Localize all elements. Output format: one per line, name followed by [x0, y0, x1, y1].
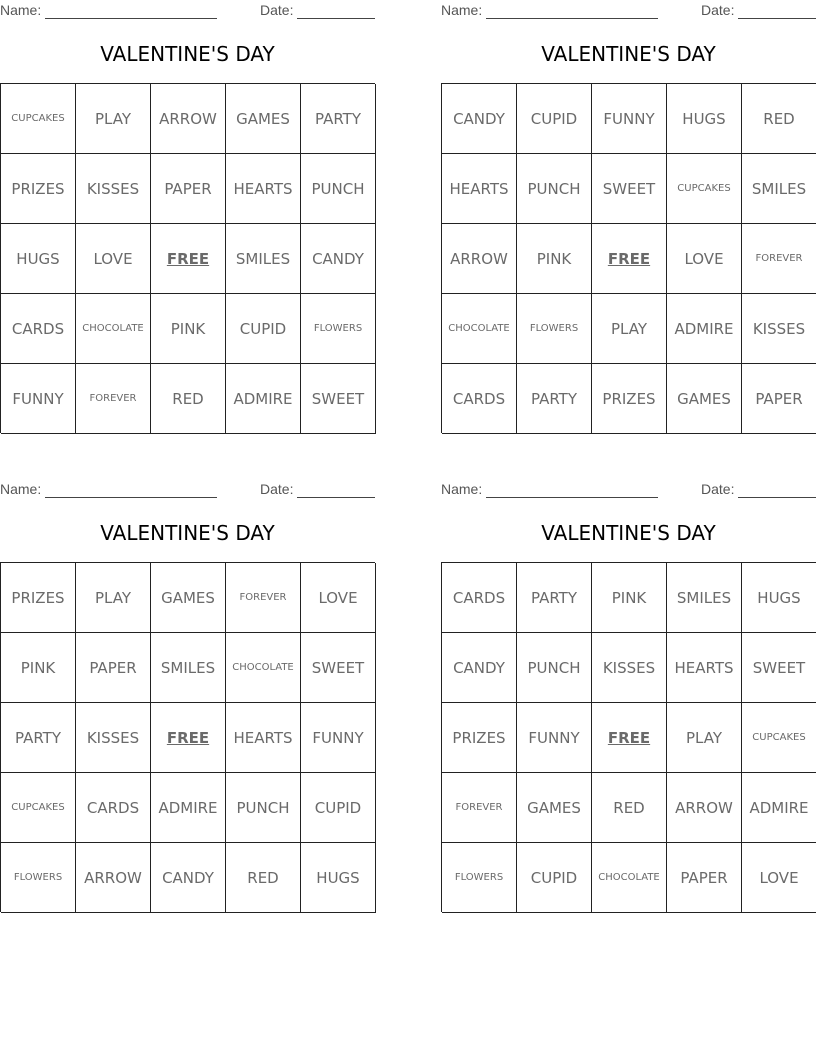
bingo-cell: CARDS [442, 364, 517, 434]
bingo-cell: FUNNY [1, 364, 76, 434]
bingo-cell: ARROW [667, 773, 742, 843]
bingo-cell: SMILES [226, 224, 301, 294]
bingo-cell: HEARTS [667, 633, 742, 703]
bingo-cell: PLAY [592, 294, 667, 364]
bingo-cell: PUNCH [517, 633, 592, 703]
bingo-cell: CANDY [301, 224, 376, 294]
bingo-cell: PUNCH [517, 154, 592, 224]
bingo-cell: KISSES [742, 294, 816, 364]
bingo-cell: PARTY [517, 563, 592, 633]
bingo-cell: PARTY [301, 84, 376, 154]
bingo-grid [441, 562, 816, 912]
bingo-cell: CUPID [517, 84, 592, 154]
name-label: Name: [441, 2, 483, 18]
bingo-cell: FUNNY [517, 703, 592, 773]
bingo-cell: PRIZES [442, 703, 517, 773]
card-title: VALENTINE'S DAY [541, 42, 716, 66]
bingo-cell: CUPID [301, 773, 376, 843]
bingo-cell: PINK [517, 224, 592, 294]
bingo-cell: FUNNY [301, 703, 376, 773]
bingo-cell: PAPER [742, 364, 816, 434]
bingo-cell: PINK [151, 294, 226, 364]
card-header [0, 2, 375, 22]
bingo-cell: SWEET [592, 154, 667, 224]
bingo-cell: CHOCOLATE [592, 843, 667, 913]
name-label: Name: [0, 481, 42, 497]
date-blank-line [738, 497, 816, 498]
bingo-cell: CARDS [76, 773, 151, 843]
bingo-cell: FLOWERS [301, 294, 376, 364]
bingo-cell: PARTY [517, 364, 592, 434]
bingo-cell: CUPCAKES [1, 773, 76, 843]
bingo-cell: FLOWERS [442, 843, 517, 913]
bingo-cell: PUNCH [301, 154, 376, 224]
bingo-cell: PAPER [667, 843, 742, 913]
bingo-cell: HUGS [1, 224, 76, 294]
bingo-cell: HEARTS [226, 154, 301, 224]
bingo-cell: CUPCAKES [667, 154, 742, 224]
bingo-cell: ADMIRE [667, 294, 742, 364]
bingo-cell: PUNCH [226, 773, 301, 843]
bingo-grid [0, 83, 375, 433]
bingo-cell: CHOCOLATE [76, 294, 151, 364]
date-label: Date: [260, 481, 294, 497]
bingo-cell: ARROW [442, 224, 517, 294]
bingo-cell: SMILES [742, 154, 816, 224]
bingo-cell: CANDY [151, 843, 226, 913]
bingo-grid [0, 562, 375, 912]
bingo-cell: GAMES [517, 773, 592, 843]
name-blank-line [486, 497, 658, 498]
free-space-cell: FREE [592, 224, 667, 294]
bingo-cell: PINK [1, 633, 76, 703]
bingo-cell: PLAY [76, 563, 151, 633]
bingo-cell: SMILES [667, 563, 742, 633]
bingo-grid [441, 83, 816, 433]
bingo-cell: KISSES [592, 633, 667, 703]
bingo-card-4 [441, 479, 816, 911]
bingo-cell: KISSES [76, 154, 151, 224]
bingo-cell: LOVE [76, 224, 151, 294]
bingo-cell: SMILES [151, 633, 226, 703]
bingo-cell: CHOCOLATE [442, 294, 517, 364]
name-blank-line [45, 497, 217, 498]
bingo-cell: CUPCAKES [742, 703, 816, 773]
bingo-cell: LOVE [742, 843, 816, 913]
bingo-cell: HUGS [667, 84, 742, 154]
bingo-cell: HEARTS [226, 703, 301, 773]
bingo-cell: FOREVER [442, 773, 517, 843]
bingo-cell: PLAY [76, 84, 151, 154]
bingo-cell: CUPCAKES [1, 84, 76, 154]
bingo-cell: CARDS [1, 294, 76, 364]
name-label: Name: [0, 2, 42, 18]
bingo-cell: FLOWERS [1, 843, 76, 913]
bingo-cell: CUPID [226, 294, 301, 364]
bingo-cell: FOREVER [226, 563, 301, 633]
date-label: Date: [260, 2, 294, 18]
bingo-cell: KISSES [76, 703, 151, 773]
bingo-cell: CHOCOLATE [226, 633, 301, 703]
bingo-cell: GAMES [151, 563, 226, 633]
date-blank-line [297, 497, 375, 498]
free-space-cell: FREE [151, 703, 226, 773]
bingo-cell: PINK [592, 563, 667, 633]
bingo-cell: FOREVER [742, 224, 816, 294]
bingo-cell: ADMIRE [151, 773, 226, 843]
bingo-cell: PAPER [151, 154, 226, 224]
bingo-cell: FUNNY [592, 84, 667, 154]
bingo-cell: HUGS [742, 563, 816, 633]
bingo-cell: HUGS [301, 843, 376, 913]
bingo-cell: PRIZES [592, 364, 667, 434]
bingo-cell: SWEET [301, 364, 376, 434]
date-blank-line [297, 18, 375, 19]
name-blank-line [486, 18, 658, 19]
bingo-cell: PAPER [76, 633, 151, 703]
bingo-cell: RED [151, 364, 226, 434]
bingo-cell: FLOWERS [517, 294, 592, 364]
card-title: VALENTINE'S DAY [100, 42, 275, 66]
date-label: Date: [701, 481, 735, 497]
bingo-cell: FOREVER [76, 364, 151, 434]
bingo-cell: PRIZES [1, 154, 76, 224]
bingo-cell: PRIZES [1, 563, 76, 633]
date-label: Date: [701, 2, 735, 18]
name-blank-line [45, 18, 217, 19]
card-title: VALENTINE'S DAY [541, 521, 716, 545]
free-space-cell: FREE [592, 703, 667, 773]
bingo-cell: ARROW [151, 84, 226, 154]
bingo-card-1 [0, 0, 375, 432]
bingo-cell: GAMES [667, 364, 742, 434]
bingo-cell: RED [226, 843, 301, 913]
free-space-cell: FREE [151, 224, 226, 294]
bingo-cell: CANDY [442, 84, 517, 154]
bingo-cell: HEARTS [442, 154, 517, 224]
bingo-cell: ADMIRE [742, 773, 816, 843]
date-blank-line [738, 18, 816, 19]
name-label: Name: [441, 481, 483, 497]
bingo-cell: ADMIRE [226, 364, 301, 434]
bingo-cell: SWEET [742, 633, 816, 703]
bingo-cell: GAMES [226, 84, 301, 154]
bingo-cell: PARTY [1, 703, 76, 773]
bingo-cell: PLAY [667, 703, 742, 773]
card-header [0, 481, 375, 501]
bingo-cell: CARDS [442, 563, 517, 633]
bingo-cell: CANDY [442, 633, 517, 703]
card-title: VALENTINE'S DAY [100, 521, 275, 545]
bingo-cell: RED [592, 773, 667, 843]
bingo-cell: ARROW [76, 843, 151, 913]
bingo-cell: RED [742, 84, 816, 154]
bingo-card-3 [0, 479, 375, 911]
bingo-card-2 [441, 0, 816, 432]
bingo-cell: SWEET [301, 633, 376, 703]
bingo-cell: LOVE [667, 224, 742, 294]
bingo-cell: CUPID [517, 843, 592, 913]
card-header [441, 2, 816, 22]
card-header [441, 481, 816, 501]
bingo-cell: LOVE [301, 563, 376, 633]
